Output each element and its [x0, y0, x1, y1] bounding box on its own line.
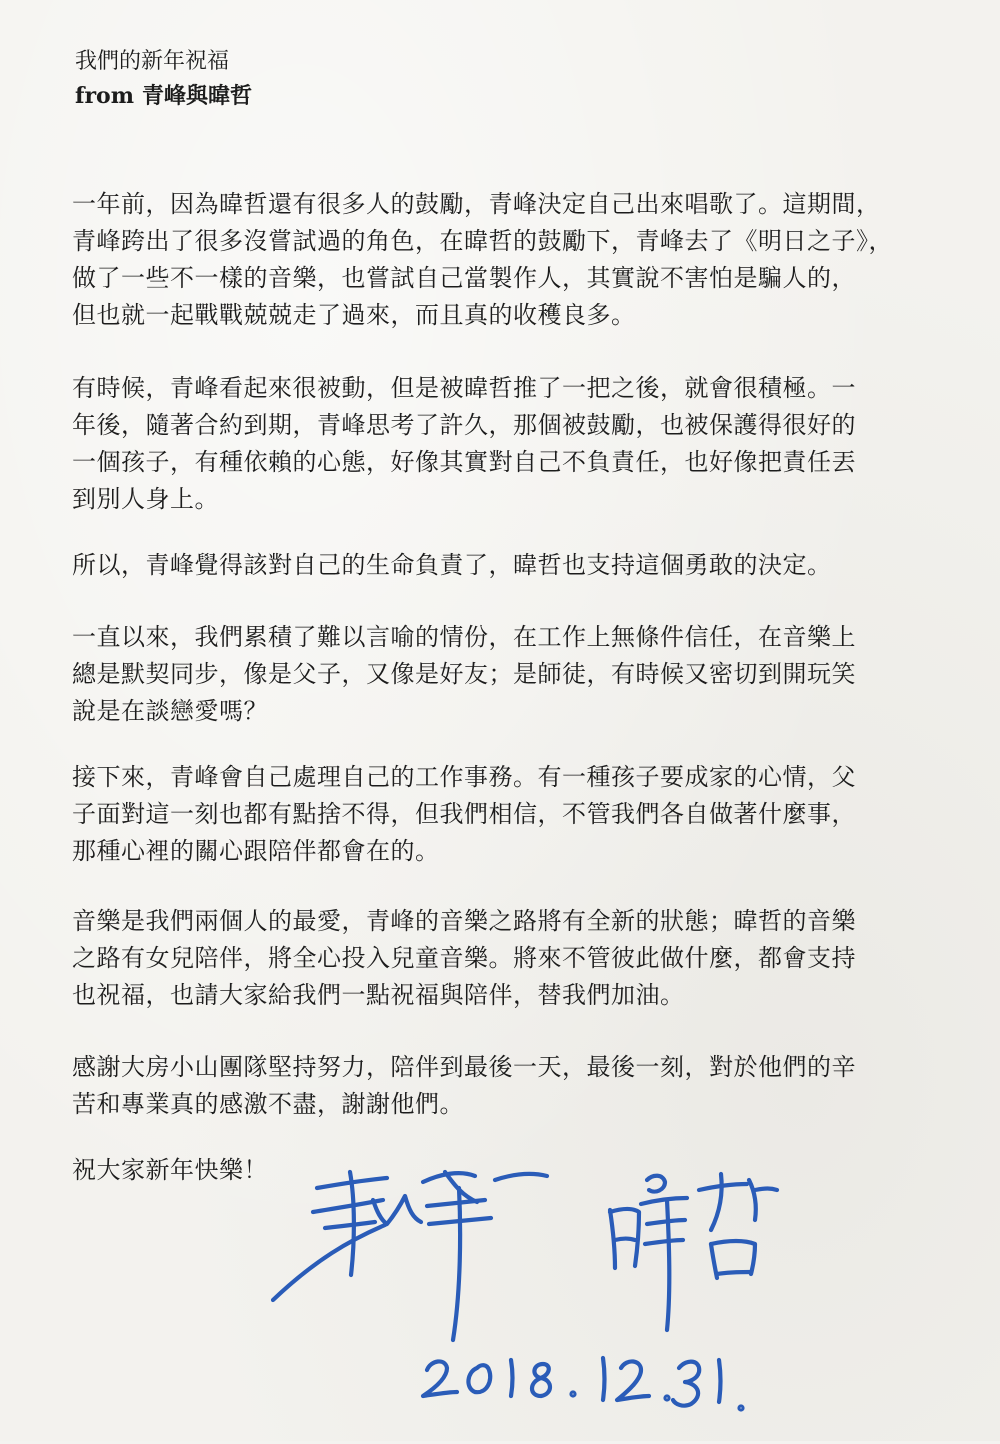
- paragraph-line: 音樂是我們兩個人的最愛，青峰的音樂之路將有全新的狀態；暐哲的音樂: [72, 907, 856, 935]
- paragraph-line: 所以，青峰覺得該對自己的生命負責了，暐哲也支持這個勇敢的決定。: [72, 551, 832, 579]
- signature-name-3: [610, 1176, 687, 1330]
- closing-line: 祝大家新年快樂！: [72, 1156, 268, 1184]
- paragraph-line: 之路有女兒陪伴，將全心投入兒童音樂。將來不管彼此做什麼，都會支持: [72, 944, 856, 972]
- signature-name-1: [273, 1172, 387, 1300]
- paragraph-line: 青峰跨出了很多沒嘗試過的角色，在暐哲的鼓勵下，青峰去了《明日之子》，: [72, 227, 893, 255]
- paragraph-line: 也祝福，也請大家給我們一點祝福與陪伴，替我們加油。: [72, 981, 685, 1009]
- paragraph-2: [72, 370, 897, 518]
- from-label: from: [75, 83, 135, 109]
- signature-name-4: [699, 1174, 777, 1278]
- paragraph-line: 一年前，因為暐哲還有很多人的鼓勵，青峰決定自己出來唱歌了。這期間，: [72, 190, 881, 218]
- letter-header: [75, 45, 252, 113]
- handwritten-signature: [255, 1140, 815, 1440]
- paragraph-line: 到別人身上。: [72, 485, 219, 513]
- paragraph-4: [72, 619, 897, 730]
- paragraph-line: 做了一些不一樣的音樂，也嘗試自己當製作人，其實說不害怕是騙人的，: [72, 264, 856, 292]
- signature-date: [423, 1358, 743, 1410]
- paragraph-line: 有時候，青峰看起來很被動，但是被暐哲推了一把之後，就會很積極。一: [72, 374, 856, 402]
- paragraph-3: [72, 547, 897, 584]
- paragraph-line: 一個孩子，有種依賴的心態，好像其實對自己不負責任，也好像把責任丟: [72, 448, 856, 476]
- signature-drawing: [255, 1140, 815, 1440]
- paragraph-line: 那種心裡的關心跟陪伴都會在的。: [72, 837, 440, 865]
- paragraph-line: 但也就一起戰戰兢兢走了過來，而且真的收穫良多。: [72, 301, 636, 329]
- paragraph-line: 年後，隨著合約到期，青峰思考了許久，那個被鼓勵，也被保護得很好的: [72, 411, 856, 439]
- paragraph-6: [72, 903, 897, 1014]
- paragraph-1: [72, 186, 897, 334]
- from-names: 青峰與暐哲: [142, 83, 253, 109]
- paragraph-line: 說是在談戀愛嗎？: [72, 697, 268, 725]
- paragraph-line: 子面對這一刻也都有點捨不得，但我們相信，不管我們各自做著什麼事，: [72, 800, 856, 828]
- letter-title: 我們的新年祝福: [75, 49, 230, 74]
- paragraph-line: 一直以來，我們累積了難以言喻的情份，在工作上無條件信任，在音樂上: [72, 623, 856, 651]
- signature-name-2: [373, 1172, 547, 1340]
- paragraph-line: 總是默契同步，像是父子，又像是好友；是師徒，有時候又密切到開玩笑: [72, 660, 856, 688]
- paragraph-7: [72, 1049, 897, 1123]
- paragraph-5: [72, 759, 897, 870]
- paragraph-line: 感謝大房小山團隊堅持努力，陪伴到最後一天，最後一刻，對於他們的辛: [72, 1053, 856, 1081]
- paragraph-line: 接下來，青峰會自己處理自己的工作事務。有一種孩子要成家的心情，父: [72, 763, 856, 791]
- letter-from: [75, 79, 252, 113]
- paragraph-line: 苦和專業真的感激不盡，謝謝他們。: [72, 1090, 464, 1118]
